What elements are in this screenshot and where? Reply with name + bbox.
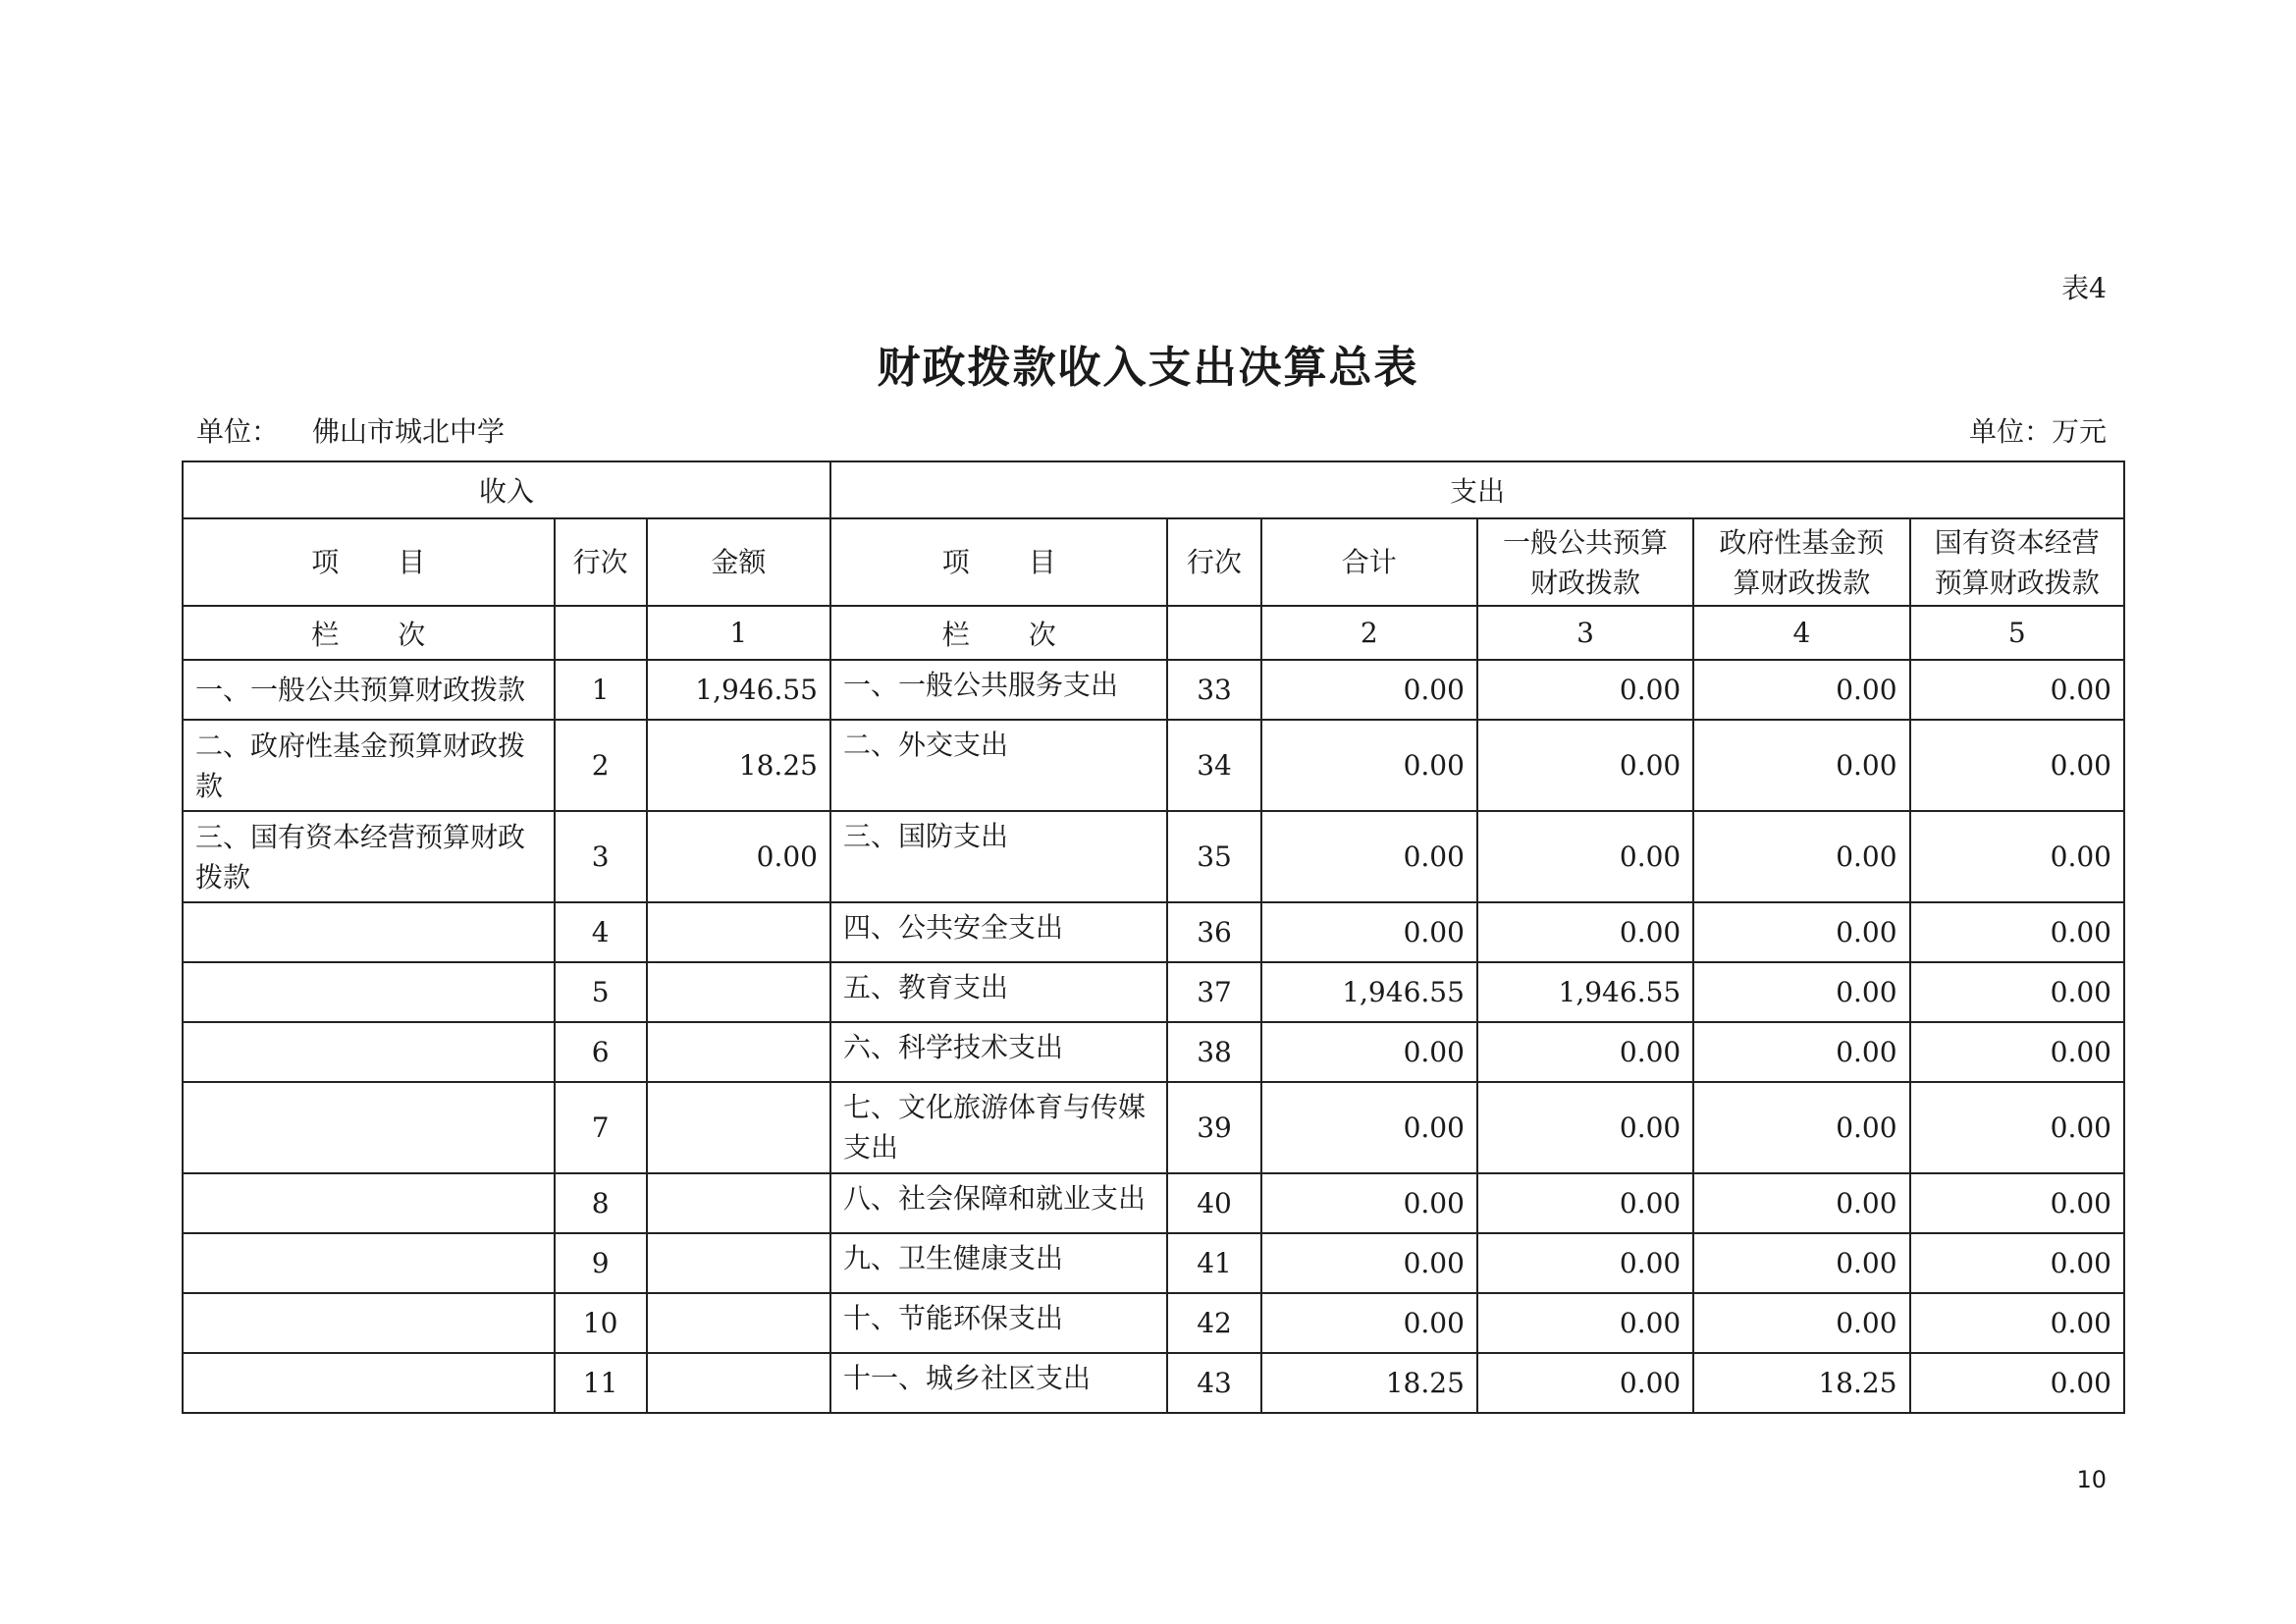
cell-expense-item: 一、一般公共服务支出: [830, 660, 1168, 720]
cell-total: 0.00: [1261, 1293, 1477, 1353]
cell-state-capital: 0.00: [1910, 1233, 2124, 1293]
table-row: [183, 962, 2124, 1022]
cell-general-budget: 0.00: [1477, 1293, 1693, 1353]
col-income-item-label: [311, 546, 425, 578]
cell-total: 18.25: [1261, 1353, 1477, 1413]
table-row: [183, 811, 2124, 902]
table-section-header-row: [183, 461, 2124, 518]
cell-gov-fund: 0.00: [1693, 1233, 1909, 1293]
cell-income-row-no: 3: [555, 811, 647, 902]
index-income-item-char1: 栏: [311, 618, 340, 651]
table-row: [183, 1173, 2124, 1233]
cell-expense-row-no: 38: [1167, 1022, 1260, 1082]
cell-gov-fund: 0.00: [1693, 811, 1909, 902]
cell-state-capital: 0.00: [1910, 1173, 2124, 1233]
cell-expense-item: 十、节能环保支出: [830, 1293, 1168, 1353]
cell-income-item: 二、政府性基金预算财政拨款: [183, 720, 555, 811]
cell-total: 1,946.55: [1261, 962, 1477, 1022]
cell-income-amount: [647, 1022, 830, 1082]
cell-expense-item: 十一、城乡社区支出: [830, 1353, 1168, 1413]
index-expense-item: [830, 606, 1168, 660]
index-expense-item-char2: 次: [1028, 618, 1056, 651]
index-expense-item-char1: 栏: [941, 618, 970, 651]
cell-total: 0.00: [1261, 1082, 1477, 1173]
table-row: [183, 720, 2124, 811]
unit-currency: 单位：万元: [1968, 415, 2107, 448]
cell-income-item: [183, 1293, 555, 1353]
cell-total: 0.00: [1261, 720, 1477, 811]
cell-income-amount: [647, 902, 830, 962]
cell-expense-item: 六、科学技术支出: [830, 1022, 1168, 1082]
col-expense-item-char1: 项: [941, 546, 970, 578]
table-row: [183, 660, 2124, 720]
unit-label: 单位：: [196, 415, 280, 448]
cell-expense-row-no: 33: [1167, 660, 1260, 720]
cell-income-row-no: 6: [555, 1022, 647, 1082]
page-title: 财政拨款收入支出决算总表: [877, 343, 1419, 393]
cell-state-capital: 0.00: [1910, 1082, 2124, 1173]
cell-gov-fund: 0.00: [1693, 902, 1909, 962]
cell-income-item: 一、一般公共预算财政拨款: [183, 660, 555, 720]
col-state-capital-line1: 国有资本经营: [1934, 525, 2100, 559]
cell-expense-row-no: 34: [1167, 720, 1260, 811]
cell-expense-row-no: 39: [1167, 1082, 1260, 1173]
income-header: 收入: [183, 461, 830, 518]
cell-state-capital: 0.00: [1910, 1022, 2124, 1082]
cell-income-amount: [647, 1293, 830, 1353]
cell-state-capital: 0.00: [1910, 1293, 2124, 1353]
cell-expense-row-no: 35: [1167, 811, 1260, 902]
cell-expense-row-no: 42: [1167, 1293, 1260, 1353]
cell-expense-row-no: 37: [1167, 962, 1260, 1022]
cell-income-row-no: 5: [555, 962, 647, 1022]
index-gov-fund: 4: [1693, 606, 1909, 660]
cell-total: 0.00: [1261, 1022, 1477, 1082]
cell-general-budget: 0.00: [1477, 1353, 1693, 1413]
cell-total: 0.00: [1261, 811, 1477, 902]
table-row: [183, 902, 2124, 962]
col-gov-fund-line1: 政府性基金预: [1719, 525, 1885, 559]
cell-gov-fund: 0.00: [1693, 720, 1909, 811]
cell-general-budget: 0.00: [1477, 1022, 1693, 1082]
table-column-header-row: [183, 518, 2124, 606]
cell-income-item: [183, 1173, 555, 1233]
col-general-budget-line2: 财政拨款: [1530, 566, 1641, 599]
cell-total: 0.00: [1261, 660, 1477, 720]
cell-general-budget: 0.00: [1477, 720, 1693, 811]
table-row: [183, 1233, 2124, 1293]
cell-income-amount: [647, 1233, 830, 1293]
col-gov-fund-line2: 算财政拨款: [1733, 566, 1871, 599]
cell-income-item: [183, 1082, 555, 1173]
index-income-item-char2: 次: [398, 618, 426, 651]
col-income-row-no: 行次: [555, 518, 647, 606]
cell-gov-fund: 0.00: [1693, 1022, 1909, 1082]
cell-income-row-no: 11: [555, 1353, 647, 1413]
col-income-item: [183, 518, 555, 606]
cell-expense-row-no: 40: [1167, 1173, 1260, 1233]
col-income-item-char1: 项: [311, 546, 340, 578]
col-income-item-char2: 目: [398, 546, 426, 578]
cell-income-row-no: 2: [555, 720, 647, 811]
col-gov-fund: [1693, 518, 1909, 606]
table-row: [183, 1022, 2124, 1082]
cell-income-amount: 18.25: [647, 720, 830, 811]
table-row: [183, 1082, 2124, 1173]
cell-total: 0.00: [1261, 1173, 1477, 1233]
col-state-capital-line2: 预算财政拨款: [1934, 566, 2100, 599]
budget-table: [182, 460, 2125, 1414]
index-total: 2: [1261, 606, 1477, 660]
cell-expense-item: 五、教育支出: [830, 962, 1168, 1022]
table-column-index-row: [183, 606, 2124, 660]
index-income-amount: 1: [647, 606, 830, 660]
cell-expense-item: 七、文化旅游体育与传媒支出: [830, 1082, 1168, 1173]
cell-income-amount: 1,946.55: [647, 660, 830, 720]
index-income-item: [183, 606, 555, 660]
cell-total: 0.00: [1261, 902, 1477, 962]
cell-gov-fund: 0.00: [1693, 1173, 1909, 1233]
col-total: 合计: [1261, 518, 1477, 606]
cell-income-row-no: 9: [555, 1233, 647, 1293]
cell-general-budget: 0.00: [1477, 1233, 1693, 1293]
cell-income-amount: [647, 1173, 830, 1233]
table-row: [183, 1293, 2124, 1353]
cell-gov-fund: 18.25: [1693, 1353, 1909, 1413]
col-expense-item-label: [942, 546, 1056, 578]
col-expense-item: [830, 518, 1168, 606]
cell-income-item: [183, 962, 555, 1022]
index-state-capital: 5: [1910, 606, 2124, 660]
cell-expense-item: 八、社会保障和就业支出: [830, 1173, 1168, 1233]
index-general-budget: 3: [1477, 606, 1693, 660]
cell-income-item: [183, 1022, 555, 1082]
cell-gov-fund: 0.00: [1693, 962, 1909, 1022]
cell-state-capital: 0.00: [1910, 902, 2124, 962]
cell-income-row-no: 7: [555, 1082, 647, 1173]
cell-state-capital: 0.00: [1910, 720, 2124, 811]
col-general-budget: [1477, 518, 1693, 606]
cell-general-budget: 0.00: [1477, 1173, 1693, 1233]
col-expense-item-char2: 目: [1028, 546, 1056, 578]
unit-organization: [196, 410, 505, 450]
cell-general-budget: 0.00: [1477, 811, 1693, 902]
cell-income-row-no: 4: [555, 902, 647, 962]
col-expense-row-no: 行次: [1167, 518, 1260, 606]
cell-income-amount: [647, 962, 830, 1022]
cell-expense-item: 二、外交支出: [830, 720, 1168, 811]
cell-income-row-no: 8: [555, 1173, 647, 1233]
col-general-budget-line1: 一般公共预算: [1503, 525, 1669, 559]
cell-income-amount: 0.00: [647, 811, 830, 902]
cell-income-item: 三、国有资本经营预算财政拨款: [183, 811, 555, 902]
unit-org-name: 佛山市城北中学: [312, 415, 506, 448]
cell-gov-fund: 0.00: [1693, 660, 1909, 720]
cell-general-budget: 0.00: [1477, 660, 1693, 720]
table-number: 表4: [2061, 272, 2107, 304]
page-number: 10: [2076, 1466, 2107, 1493]
cell-expense-item: 九、卫生健康支出: [830, 1233, 1168, 1293]
index-income-row-no: [555, 606, 647, 660]
index-expense-row-no: [1167, 606, 1260, 660]
cell-general-budget: 0.00: [1477, 1082, 1693, 1173]
cell-expense-row-no: 43: [1167, 1353, 1260, 1413]
cell-gov-fund: 0.00: [1693, 1082, 1909, 1173]
cell-state-capital: 0.00: [1910, 811, 2124, 902]
cell-expense-item: 三、国防支出: [830, 811, 1168, 902]
expense-header: 支出: [830, 461, 2124, 518]
cell-income-amount: [647, 1082, 830, 1173]
cell-state-capital: 0.00: [1910, 962, 2124, 1022]
cell-state-capital: 0.00: [1910, 660, 2124, 720]
cell-state-capital: 0.00: [1910, 1353, 2124, 1413]
table-row: [183, 1353, 2124, 1413]
cell-general-budget: 1,946.55: [1477, 962, 1693, 1022]
cell-expense-item: 四、公共安全支出: [830, 902, 1168, 962]
cell-expense-row-no: 41: [1167, 1233, 1260, 1293]
cell-total: 0.00: [1261, 1233, 1477, 1293]
col-state-capital: [1910, 518, 2124, 606]
cell-expense-row-no: 36: [1167, 902, 1260, 962]
col-income-amount: 金额: [647, 518, 830, 606]
cell-income-item: [183, 1233, 555, 1293]
cell-income-item: [183, 1353, 555, 1413]
cell-income-item: [183, 902, 555, 962]
cell-income-row-no: 10: [555, 1293, 647, 1353]
cell-income-amount: [647, 1353, 830, 1413]
cell-general-budget: 0.00: [1477, 902, 1693, 962]
cell-income-row-no: 1: [555, 660, 647, 720]
cell-gov-fund: 0.00: [1693, 1293, 1909, 1353]
